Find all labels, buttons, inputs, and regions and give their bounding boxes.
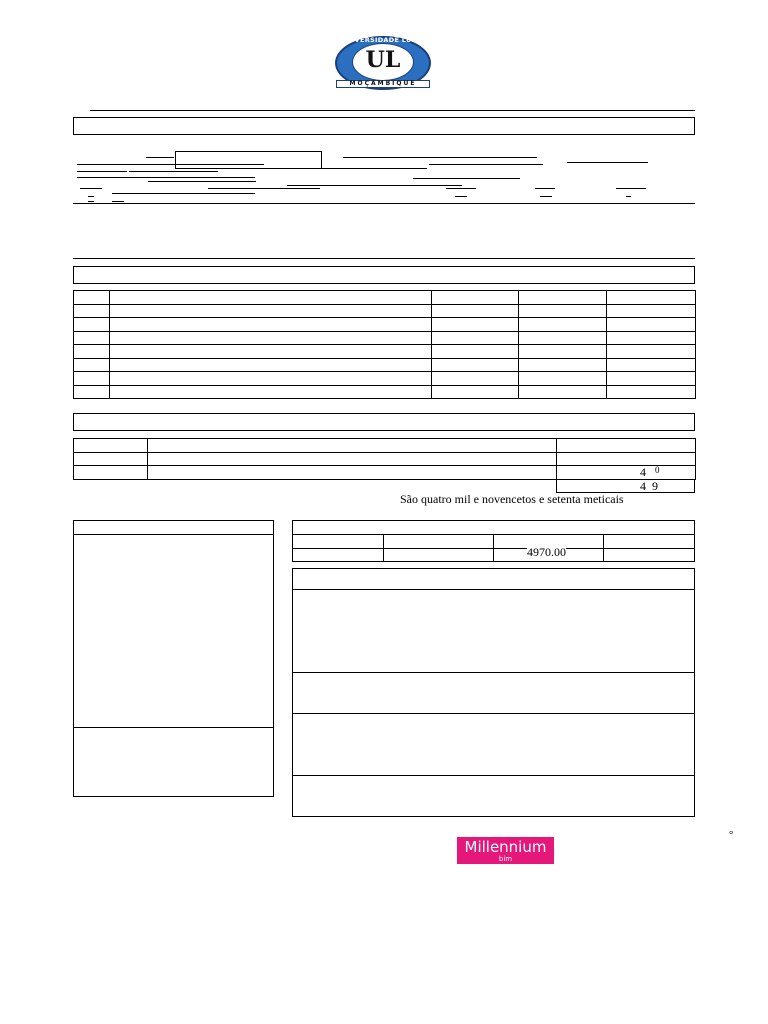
field-line: [446, 188, 476, 189]
section-rule: [73, 258, 695, 259]
field-line: [567, 162, 648, 163]
field-line: [176, 164, 264, 165]
table-cell: [607, 385, 696, 399]
table-row: [74, 372, 696, 386]
table-cell: [432, 358, 519, 372]
table-cell: [519, 304, 607, 318]
table-cell: [519, 372, 607, 386]
bank-sub: bim: [498, 855, 513, 863]
header-rule: [90, 110, 695, 111]
amount-in-words: São quatro mil e novencetos e setenta meticais: [400, 492, 624, 506]
field-line: [88, 201, 94, 202]
corner-mark: °: [729, 829, 734, 841]
field-line: [616, 188, 646, 189]
table-cell: [74, 304, 110, 318]
fees-section-header: [73, 413, 695, 431]
table-cell: [432, 385, 519, 399]
table-cell: [519, 318, 607, 332]
table-cell: [148, 439, 557, 453]
table-cell: [519, 385, 607, 399]
field-line: [429, 164, 543, 165]
table-row: [74, 452, 696, 466]
bank-name: Millennium: [464, 838, 547, 856]
table-cell: [519, 345, 607, 359]
field-line: [413, 178, 520, 179]
table-cell: [74, 439, 148, 453]
table-cell: [607, 345, 696, 359]
table-cell: [519, 331, 607, 345]
table-cell: [74, 331, 110, 345]
field-line: [535, 188, 555, 189]
table-row: [74, 345, 696, 359]
table-row: [74, 331, 696, 345]
fee-digit: 0: [655, 465, 660, 475]
total-amount: 4970.00: [527, 545, 566, 559]
table-cell: [607, 358, 696, 372]
table-row: [74, 358, 696, 372]
field-line: [146, 157, 174, 158]
table-cell: [432, 304, 519, 318]
fee-digit: 9: [652, 479, 658, 493]
divider: [603, 534, 604, 562]
table-cell: [557, 466, 696, 480]
table-cell: [557, 452, 696, 466]
fee-digit: 4: [640, 479, 646, 493]
field-line: [540, 196, 552, 197]
field-line: [112, 201, 124, 202]
table-cell: [110, 358, 432, 372]
table-cell: [74, 372, 110, 386]
table-cell: [110, 385, 432, 399]
field-line: [455, 196, 467, 197]
table-cell: [74, 291, 110, 305]
table-cell: [110, 304, 432, 318]
table-row: [74, 318, 696, 332]
table-cell: [557, 439, 696, 453]
table-cell: [74, 385, 110, 399]
logo-band-text: MOÇAMBIQUE: [336, 80, 430, 88]
table-cell: [519, 291, 607, 305]
table-cell: [607, 291, 696, 305]
table-row: [74, 304, 696, 318]
divider: [292, 775, 695, 776]
table-cell: [74, 452, 148, 466]
fees-table: [73, 438, 696, 480]
table-row: [74, 385, 696, 399]
field-line: [88, 196, 94, 197]
table-cell: [148, 452, 557, 466]
table-row: [74, 439, 696, 453]
table-row: [74, 291, 696, 305]
table-cell: [74, 466, 148, 480]
student-number-box[interactable]: [175, 151, 322, 169]
field-line: [626, 196, 631, 197]
field-line: [112, 193, 255, 194]
validation-box: [292, 568, 695, 817]
table-cell: [432, 318, 519, 332]
field-line: [80, 188, 102, 189]
divider: [73, 534, 274, 535]
table-cell: [607, 372, 696, 386]
table-cell: [432, 372, 519, 386]
field-line: [148, 181, 256, 182]
divider: [383, 534, 384, 562]
subjects-section-header: [73, 266, 695, 284]
table-cell: [432, 345, 519, 359]
field-line: [287, 185, 462, 186]
table-cell: [607, 318, 696, 332]
table-cell: [432, 331, 519, 345]
table-cell: [110, 318, 432, 332]
table-cell: [74, 358, 110, 372]
table-row: [74, 466, 696, 480]
table-cell: [607, 331, 696, 345]
table-cell: [74, 318, 110, 332]
divider: [493, 534, 494, 562]
table-cell: [110, 345, 432, 359]
logo-monogram: UL: [365, 47, 401, 73]
logo-arc-text: UNIVERSIDADE LÚRIO: [340, 36, 426, 44]
field-line: [77, 177, 255, 178]
field-line: [77, 164, 175, 165]
section-rule: [73, 203, 695, 204]
table-cell: [432, 291, 519, 305]
form-title-box: [73, 117, 695, 135]
divider: [292, 672, 695, 673]
field-line: [208, 188, 320, 189]
field-line: [129, 171, 218, 172]
divider: [292, 589, 695, 590]
field-line: [343, 157, 537, 158]
fee-digit: 4: [640, 465, 646, 479]
table-cell: [519, 358, 607, 372]
divider: [292, 713, 695, 714]
table-cell: [148, 466, 557, 480]
observations-box: [73, 520, 274, 797]
fees-total-cell: [556, 479, 695, 493]
table-cell: [74, 345, 110, 359]
subjects-table: [73, 290, 696, 399]
table-cell: [110, 331, 432, 345]
table-cell: [110, 372, 432, 386]
table-cell: [110, 291, 432, 305]
field-line: [77, 171, 127, 172]
table-cell: [607, 304, 696, 318]
field-line: [317, 168, 427, 169]
divider: [73, 727, 274, 728]
